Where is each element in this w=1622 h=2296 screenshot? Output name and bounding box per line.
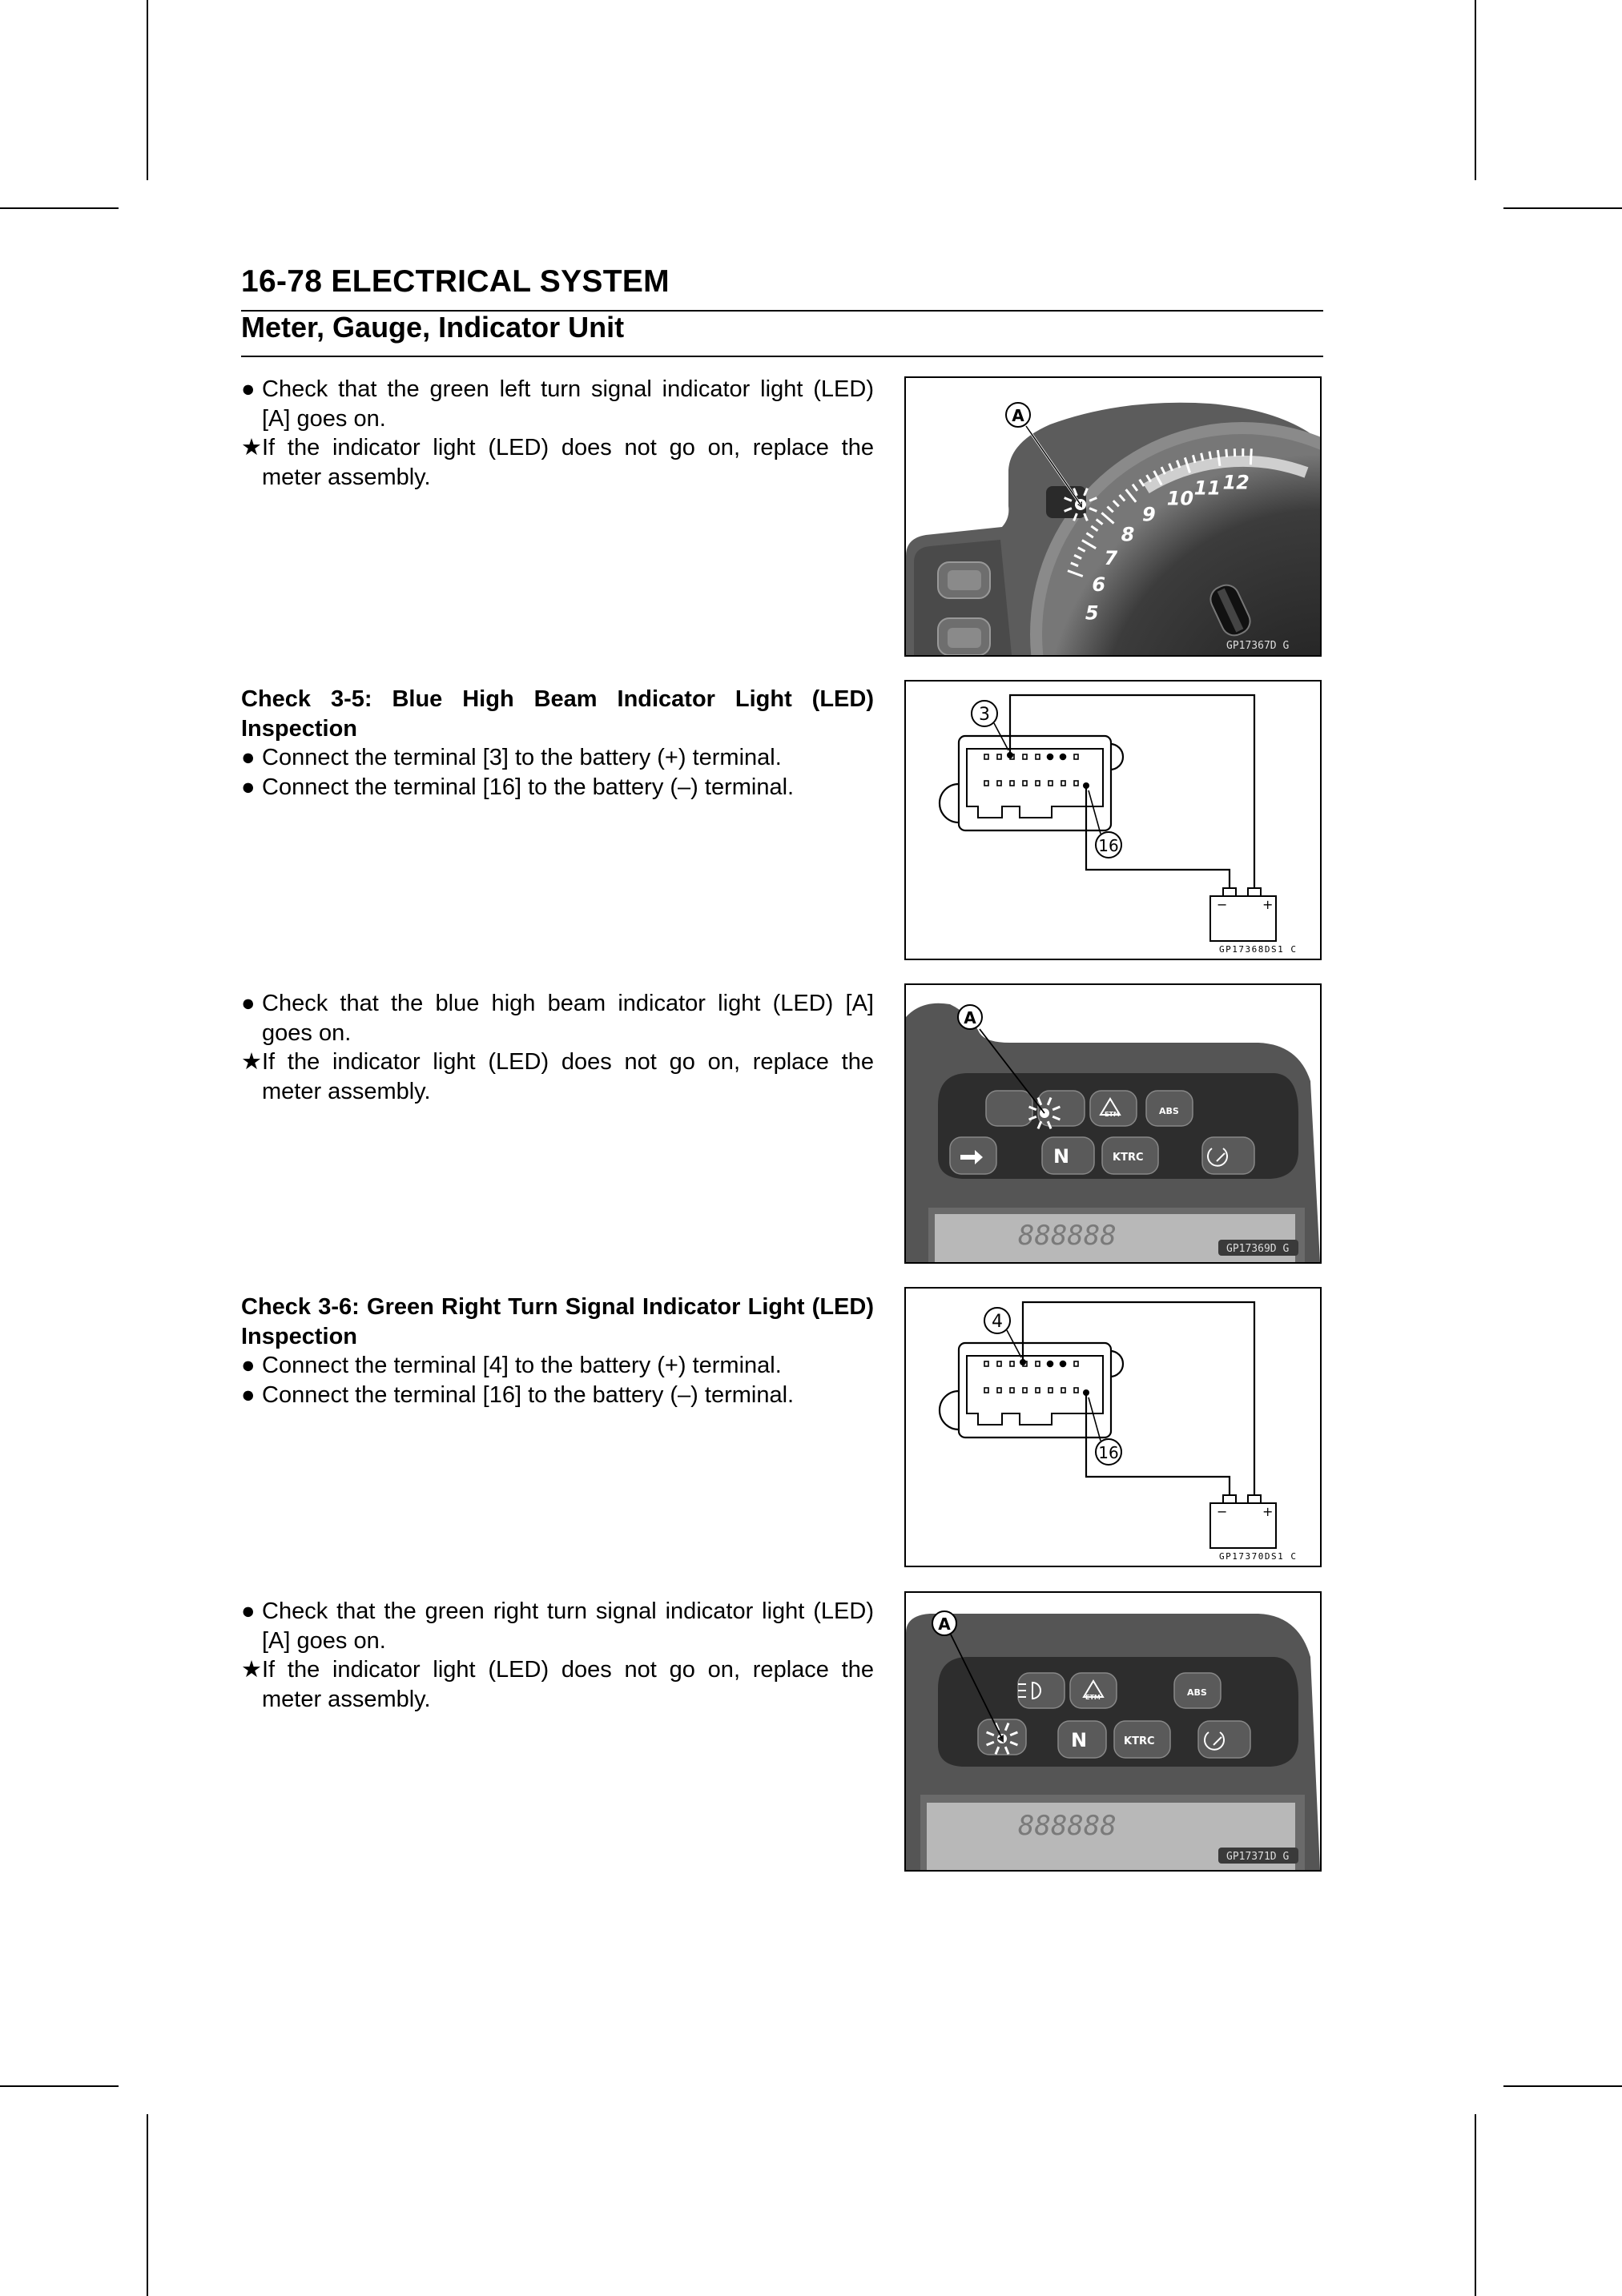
neutral-label: N — [1053, 1145, 1070, 1168]
neutral-label: N — [1071, 1729, 1088, 1751]
star-item — [241, 1047, 874, 1106]
bullet-text: Check that the blue high beam indicator light (LED) [A] goes on. — [262, 991, 874, 1046]
connector-pin — [1048, 754, 1053, 760]
battery-plus-sign: + — [1262, 1504, 1274, 1519]
terminal-label-plus: 3 — [979, 705, 990, 725]
battery-minus-sign: − — [1217, 897, 1228, 912]
bullet-item — [241, 375, 874, 433]
tacho-tick — [1226, 449, 1227, 457]
tacho-tick — [1250, 448, 1251, 464]
abs-label: ABS — [1187, 1687, 1207, 1698]
text-block-right-turn-check — [241, 1597, 874, 1714]
connector-pin — [1061, 754, 1066, 760]
crop-mark — [1503, 2085, 1622, 2087]
tacho-number: 12 — [1222, 471, 1250, 494]
section-rule — [241, 356, 1323, 357]
tacho-number: 7 — [1104, 547, 1118, 569]
crop-mark — [0, 2085, 119, 2087]
terminal-label-minus: 16 — [1098, 836, 1119, 855]
bullet-item — [241, 1597, 874, 1655]
wiring-diagram — [906, 682, 1320, 959]
star-text: If the indicator light (LED) does not go on, replace the meter assembly. — [262, 435, 874, 490]
figure-tachometer-photo — [904, 376, 1322, 657]
callout-label: A — [1012, 406, 1024, 425]
star-text: If the indicator light (LED) does not go on, replace the meter assembly. — [262, 1049, 874, 1104]
bullet-text: Connect the terminal [16] to the battery (–) terminal. — [262, 774, 795, 800]
tacho-number: 11 — [1193, 476, 1222, 500]
bullet-mark: ● — [241, 1381, 256, 1408]
text-block-left-turn-check — [241, 375, 874, 492]
crop-mark — [0, 207, 119, 209]
star-text: If the indicator light (LED) does not go on, replace the meter assembly. — [262, 1657, 874, 1712]
bullet-mark: ● — [241, 745, 256, 770]
callout-label: A — [964, 1008, 976, 1027]
bullet-mark: ● — [241, 1353, 256, 1378]
page-title: 16-78 ELECTRICAL SYSTEM — [241, 264, 670, 299]
bullet-text: Connect the terminal [4] to the battery (+) terminal. — [262, 1353, 782, 1378]
tacho-number: 8 — [1121, 523, 1135, 546]
check-heading: Check 3-5: Blue High Beam Indicator Light (LED) Inspection — [241, 686, 874, 742]
tachometer-illustration — [906, 378, 1320, 655]
tacho-tick — [1209, 452, 1211, 460]
crop-mark — [147, 2114, 148, 2296]
figure-indicator-panel-high-beam — [904, 983, 1322, 1264]
figure-indicator-panel-right-turn — [904, 1591, 1322, 1872]
terminal-label-plus: 4 — [992, 1312, 1003, 1332]
indicator-panel-illustration — [906, 985, 1320, 1262]
wiring-diagram — [906, 1289, 1320, 1566]
ktrc-label: KTRC — [1113, 1152, 1144, 1164]
crop-mark — [147, 0, 148, 180]
figure-code: GP17370DS1 C — [1219, 1551, 1298, 1562]
crop-mark — [1475, 0, 1476, 180]
battery-minus-sign: − — [1217, 1504, 1228, 1519]
bullet-item — [241, 989, 874, 1047]
bullet-mark: ● — [241, 1598, 256, 1624]
star-mark: ★ — [241, 435, 262, 460]
figure-code: GP17368DS1 C — [1219, 944, 1298, 955]
bullet-text: Check that the green left turn signal indicator light (LED) [A] goes on. — [262, 376, 874, 432]
text-block-high-beam-check — [241, 989, 874, 1106]
figure-wiring-diagram-terminal-4 — [904, 1287, 1322, 1567]
figure-wiring-diagram-terminal-3 — [904, 680, 1322, 960]
bullet-mark: ● — [241, 376, 256, 402]
star-item — [241, 433, 874, 492]
text-block-check-3-5 — [241, 685, 874, 802]
indicator-panel-illustration — [906, 1593, 1320, 1870]
figure-code: GP17369D G — [1226, 1243, 1290, 1255]
star-item — [241, 1655, 874, 1714]
bullet-item — [241, 773, 874, 802]
terminal-label-minus: 16 — [1098, 1443, 1119, 1462]
bullet-text: Connect the terminal [3] to the battery (+) terminal. — [262, 745, 782, 770]
crop-mark — [1503, 207, 1622, 209]
lcd-digits: 888888 — [1018, 1810, 1117, 1842]
bullet-mark: ● — [241, 774, 256, 800]
connector-pin — [1061, 1361, 1066, 1367]
section-title: Meter, Gauge, Indicator Unit — [241, 311, 625, 344]
ktrc-label: KTRC — [1124, 1735, 1155, 1747]
check-heading: Check 3-6: Green Right Turn Signal Indicator Light (LED) Inspection — [241, 1294, 874, 1349]
star-mark: ★ — [241, 1049, 262, 1075]
tacho-number: 6 — [1092, 573, 1106, 597]
bullet-item — [241, 743, 874, 773]
bullet-mark: ● — [241, 991, 256, 1016]
connector-pin — [1048, 1361, 1053, 1367]
etm-label: ETM — [1085, 1694, 1101, 1701]
abs-label: ABS — [1159, 1106, 1179, 1116]
lcd-digits: 888888 — [1018, 1220, 1117, 1252]
figure-code: GP17367D G — [1226, 640, 1290, 652]
etm-label: ETM — [1105, 1111, 1120, 1118]
bullet-text: Connect the terminal [16] to the battery (–) terminal. — [262, 1381, 795, 1408]
bullet-item — [241, 1381, 874, 1410]
bullet-text: Check that the green right turn signal indicator light (LED) [A] goes on. — [262, 1598, 874, 1654]
tacho-number: 5 — [1085, 601, 1099, 625]
crop-mark — [1475, 2114, 1476, 2296]
tacho-number: 9 — [1142, 503, 1156, 526]
bullet-item — [241, 1351, 874, 1381]
battery-plus-sign: + — [1262, 897, 1274, 912]
callout-label: A — [938, 1614, 951, 1634]
star-mark: ★ — [241, 1657, 262, 1683]
text-block-check-3-6 — [241, 1293, 874, 1409]
figure-code: GP17371D G — [1226, 1851, 1290, 1863]
tacho-number: 10 — [1166, 487, 1194, 510]
